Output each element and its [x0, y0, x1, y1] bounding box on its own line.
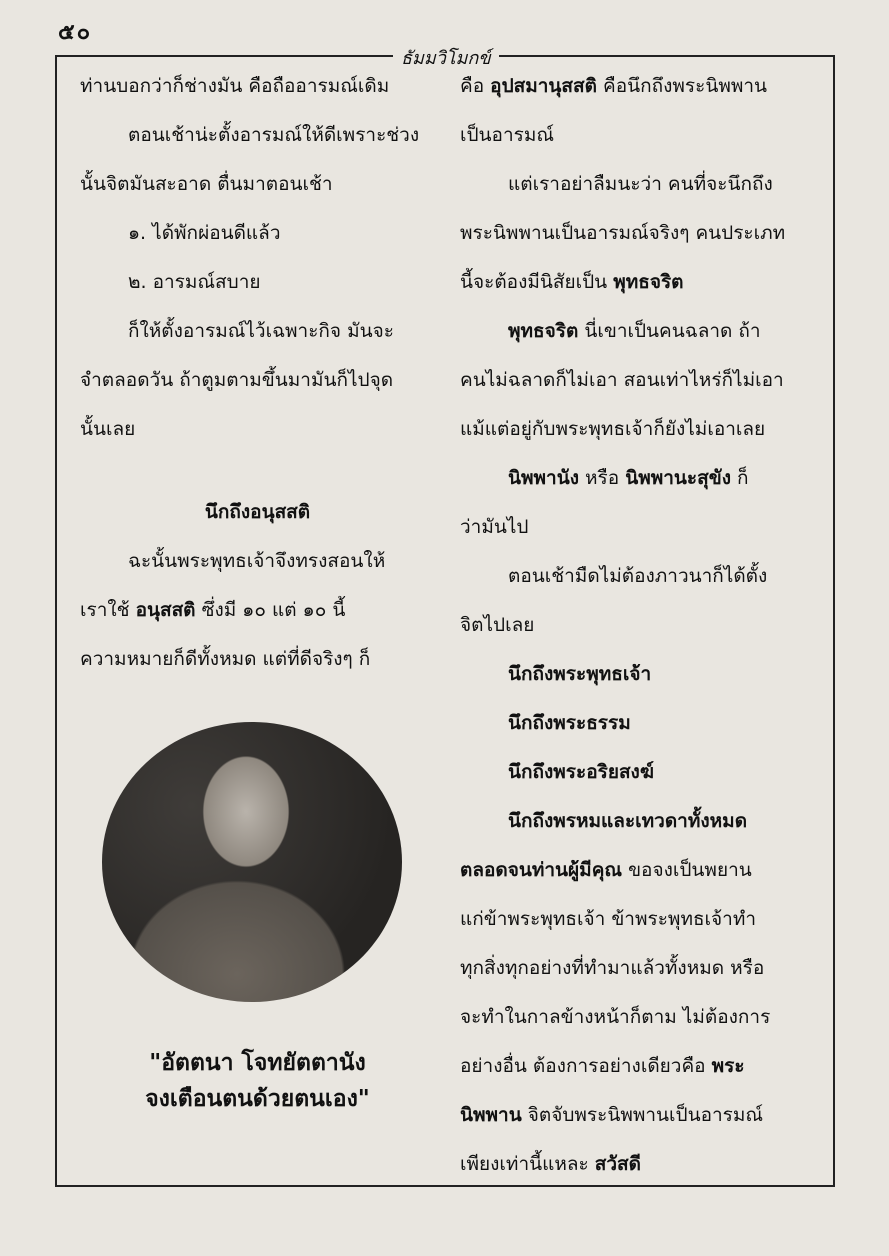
bold-term: พุทธจริต	[613, 271, 684, 293]
text-line	[460, 258, 815, 307]
text-line: แม้แต่อยู่กับพระพุทธเจ้าก็ยังไม่เอาเลย	[460, 418, 766, 440]
text-line: พระนิพพานเป็นอารมณ์จริงๆ คนประเภท	[460, 222, 786, 244]
text-span: คือ	[460, 75, 491, 97]
page-number: ๕๐	[58, 20, 93, 45]
text-line: ตอนเช้าน่ะตั้งอารมณ์ให้ดีเพราะช่วง	[128, 124, 420, 146]
section-heading: นึกถึงอนุสสติ	[204, 501, 311, 523]
text-line: นั้นเลย	[80, 418, 136, 440]
bold-term: นึกถึงพระธรรม	[508, 712, 631, 734]
text-span: เพียงเท่านี้แหละ	[460, 1153, 595, 1175]
bold-term: นิพพานะสุขัง	[625, 467, 731, 489]
text-line	[460, 307, 815, 356]
text-line	[460, 454, 815, 503]
bold-term: นึกถึงพระอริยสงฆ์	[508, 761, 654, 783]
text-line: แต่เราอย่าลืมนะว่า คนที่จะนึกถึง	[508, 173, 773, 195]
text-line: ท่านบอกว่าก็ช่างมัน คือถืออารมณ์เดิม	[80, 75, 390, 97]
list-item	[460, 699, 815, 748]
text-span: เราใช้	[80, 599, 136, 621]
monk-portrait-photo	[102, 722, 402, 1002]
list-item	[460, 797, 815, 846]
bold-term: นึกถึงพระพุทธเจ้า	[508, 663, 652, 685]
text-span: คือนึกถึงพระนิพพาน	[596, 75, 768, 97]
bold-term: พุทธจริต	[508, 320, 579, 342]
bold-term: นึกถึงพรหมและเทวดาทั้งหมด	[508, 810, 748, 832]
text-line	[460, 846, 815, 895]
text-line: ตอนเช้ามืดไม่ต้องภาวนาก็ได้ตั้ง	[508, 565, 768, 587]
text-line: จิตไปเลย	[460, 614, 535, 636]
bold-term: สวัสดี	[594, 1153, 641, 1175]
text-line: คนไม่ฉลาดก็ไม่เอา สอนเท่าไหร่ก็ไม่เอา	[460, 369, 784, 391]
list-item: ๒. อารมณ์สบาย	[128, 271, 261, 293]
right-column	[460, 62, 815, 1189]
text-line: แก่ข้าพระพุทธเจ้า ข้าพระพุทธเจ้าทำ	[460, 908, 757, 930]
text-line: ทุกสิ่งทุกอย่างที่ทำมาแล้วทั้งหมด หรือ	[460, 957, 765, 979]
text-line: ฉะนั้นพระพุทธเจ้าจึงทรงสอนให้	[128, 550, 386, 572]
list-item: ๑. ได้พักผ่อนดีแล้ว	[128, 222, 281, 244]
text-line	[460, 1042, 815, 1091]
text-line: ความหมายก็ดีทั้งหมด แต่ที่ดีจริงๆ ก็	[80, 648, 371, 670]
text-line: เป็นอารมณ์	[460, 124, 554, 146]
text-span: ขอจงเป็นพยาน	[622, 859, 752, 881]
left-column	[80, 62, 435, 684]
text-line: ว่ามันไป	[460, 516, 529, 538]
bold-term: นิพพาน	[460, 1104, 522, 1126]
bold-term: อุปสมานุสสติ	[490, 75, 597, 97]
caption-line: จงเตือนตนด้วยตนเอง"	[145, 1086, 370, 1112]
text-line: ก็ให้ตั้งอารมณ์ไว้เฉพาะกิจ มันจะ	[128, 320, 394, 342]
list-item	[460, 650, 815, 699]
running-header: ธัมมวิโมกข์	[393, 43, 499, 72]
text-line: นั้นจิตมันสะอาด ตื่นมาตอนเช้า	[80, 173, 333, 195]
text-line	[460, 62, 815, 111]
bold-term: อนุสสติ	[135, 599, 196, 621]
text-line: จำตลอดวัน ถ้าตูมตามขึ้นมามันก็ไปจุด	[80, 369, 394, 391]
bold-term: นิพพานัง	[508, 467, 579, 489]
text-span: ก็	[730, 467, 749, 489]
text-span: นี่เขาเป็นคนฉลาด ถ้า	[578, 320, 761, 342]
photo-caption	[80, 1045, 435, 1117]
bold-term: พระ	[711, 1055, 745, 1077]
text-line	[460, 1140, 815, 1189]
text-span: อย่างอื่น ต้องการอย่างเดียวคือ	[460, 1055, 712, 1077]
text-span: หรือ	[578, 467, 626, 489]
bold-term: ตลอดจนท่านผู้มีคุณ	[460, 859, 623, 881]
text-span: จิตจับพระนิพพานเป็นอารมณ์	[521, 1104, 764, 1126]
text-span: ซึ่งมี ๑๐ แต่ ๑๐ นี้	[195, 599, 346, 621]
list-item	[460, 748, 815, 797]
caption-line: "อัตตนา โจทยัตตานัง	[149, 1050, 366, 1076]
text-span: นี้จะต้องมีนิสัยเป็น	[460, 271, 614, 293]
text-line	[460, 1091, 815, 1140]
text-line	[80, 586, 435, 635]
text-line: จะทำในกาลข้างหน้าก็ตาม ไม่ต้องการ	[460, 1006, 771, 1028]
